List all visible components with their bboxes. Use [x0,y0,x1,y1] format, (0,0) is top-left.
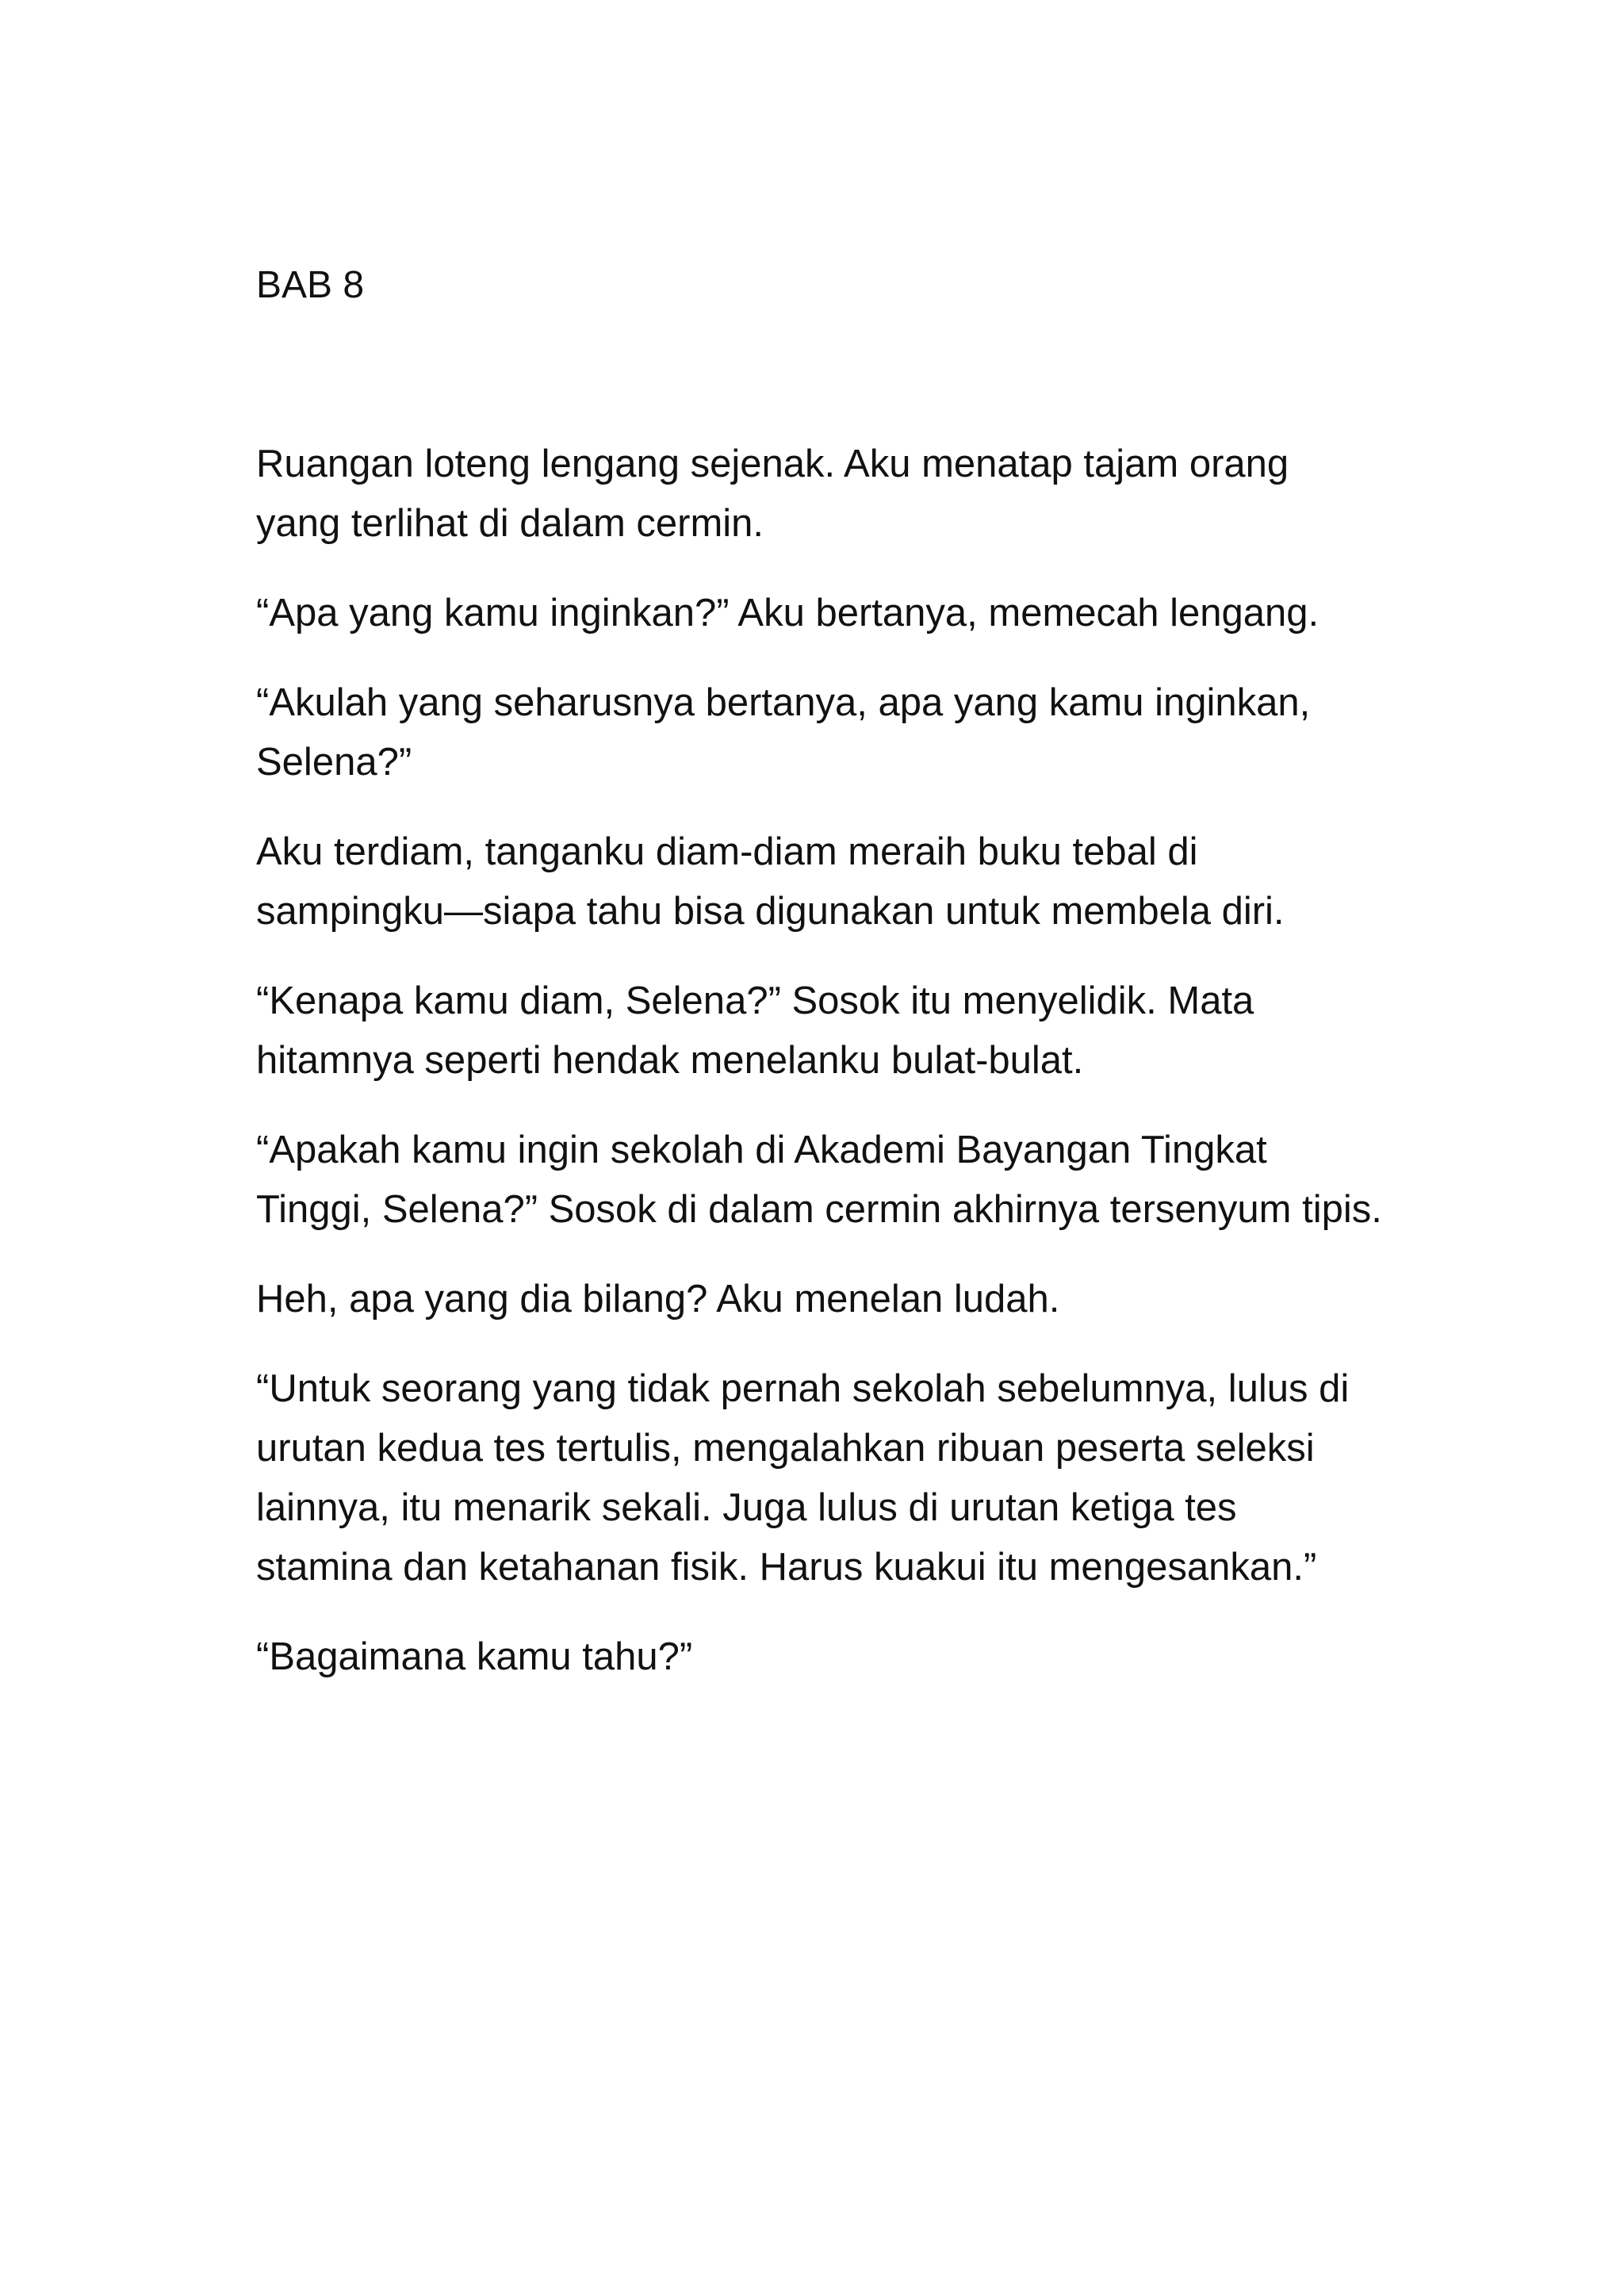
chapter-heading: BAB 8 [256,264,365,306]
paragraph: “Apa yang kamu inginkan?” Aku bertanya, memecah lengang. [256,592,1320,634]
chapter-body [256,435,1382,1717]
paragraph: “Untuk seorang yang tidak pernah sekolah sebelumnya, lulus di urutan kedua tes tertulis, mengalahkan ribuan peserta seleksi lainnya, itu menarik sekali. Juga lulus di urutan ketiga tes stamina dan ketahanan fisik. Harus kuakui itu mengesankan.” [256,1367,1350,1589]
paragraph: Aku terdiam, tanganku diam-diam meraih buku tebal di sampingku—siapa tahu bisa digunakan untuk membela diri. [256,830,1285,933]
paragraph: Heh, apa yang dia bilang? Aku menelan ludah. [256,1278,1060,1320]
paragraph: Ruangan loteng lengang sejenak. Aku menatap tajam orang yang terlihat di dalam cermin. [256,443,1289,545]
paragraph: “Kenapa kamu diam, Selena?” Sosok itu menyelidik. Mata hitamnya seperti hendak menelanku bulat-bulat. [256,979,1254,1082]
paragraph: “Apakah kamu ingin sekolah di Akademi Bayangan Tingkat Tinggi, Selena?” Sosok di dalam cermin akhirnya tersenyum tipis. [256,1129,1382,1231]
paragraph: “Akulah yang seharusnya bertanya, apa yang kamu inginkan, Selena?” [256,681,1311,784]
paragraph: “Bagaimana kamu tahu?” [256,1635,693,1678]
